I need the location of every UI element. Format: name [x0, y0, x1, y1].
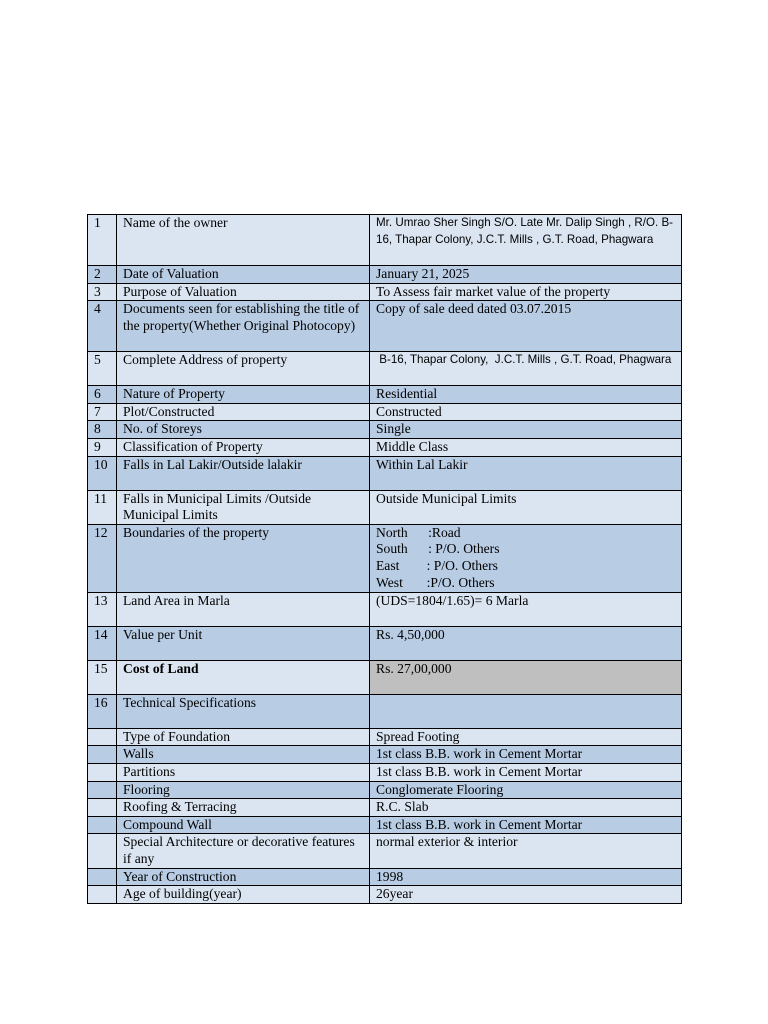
row-label: Falls in Municipal Limits /Outside Municipal Limits	[117, 490, 370, 524]
row-number: 1	[88, 215, 117, 266]
spec-row	[88, 799, 682, 817]
boundary-south: South : P/O. Others	[376, 541, 500, 557]
row-number: 12	[88, 524, 117, 592]
row-label: Falls in Lal Lakir/Outside lalakir	[117, 456, 370, 490]
table-row	[88, 660, 682, 694]
table-row	[88, 421, 682, 439]
spec-row	[88, 886, 682, 904]
row-number: 9	[88, 438, 117, 456]
row-value: B-16, Thapar Colony, J.C.T. Mills , G.T. Road, Phagwara	[370, 352, 682, 386]
row-value: Mr. Umrao Sher Singh S/O. Late Mr. Dalip Singh , R/O. B-16, Thapar Colony, J.C.T. Mills , G.T. Road, Phagwara	[370, 215, 682, 266]
table-row	[88, 403, 682, 421]
row-label: Documents seen for establishing the title of the property(Whether Original Photocopy)	[117, 301, 370, 352]
row-value: January 21, 2025	[370, 266, 682, 284]
row-label: Value per Unit	[117, 626, 370, 660]
row-value: Copy of sale deed dated 03.07.2015	[370, 301, 682, 352]
spec-row	[88, 763, 682, 781]
boundary-east: East : P/O. Others	[376, 557, 498, 573]
spec-row	[88, 834, 682, 868]
table-row	[88, 352, 682, 386]
table-row	[88, 266, 682, 284]
row-value: Rs. 27,00,000	[370, 660, 682, 694]
row-value	[370, 694, 682, 728]
table-row	[88, 694, 682, 728]
valuation-table	[87, 214, 682, 904]
boundary-north: North :Road	[376, 524, 461, 540]
row-label: Nature of Property	[117, 386, 370, 404]
table-row	[88, 592, 682, 626]
row-value: Constructed	[370, 403, 682, 421]
spec-value: Spread Footing	[370, 728, 682, 746]
row-label: No. of Storeys	[117, 421, 370, 439]
table-row	[88, 438, 682, 456]
spec-label: Age of building(year)	[117, 886, 370, 904]
spec-value: 1st class B.B. work in Cement Mortar	[370, 763, 682, 781]
row-number: 16	[88, 694, 117, 728]
row-number: 2	[88, 266, 117, 284]
row-number: 15	[88, 660, 117, 694]
spec-row	[88, 816, 682, 834]
row-number: 13	[88, 592, 117, 626]
spec-row	[88, 728, 682, 746]
row-label: Complete Address of property	[117, 352, 370, 386]
spec-value: R.C. Slab	[370, 799, 682, 817]
table-row	[88, 524, 682, 592]
spec-value: 1st class B.B. work in Cement Mortar	[370, 746, 682, 764]
table-row	[88, 626, 682, 660]
table-row	[88, 283, 682, 301]
row-number: 6	[88, 386, 117, 404]
boundary-west: West :P/O. Others	[376, 574, 495, 590]
table-row	[88, 456, 682, 490]
row-value: Outside Municipal Limits	[370, 490, 682, 524]
spec-row	[88, 746, 682, 764]
row-number: 5	[88, 352, 117, 386]
row-value: To Assess fair market value of the property	[370, 283, 682, 301]
row-value: Within Lal Lakir	[370, 456, 682, 490]
spec-value: 1st class B.B. work in Cement Mortar	[370, 816, 682, 834]
row-label: Name of the owner	[117, 215, 370, 266]
row-number: 11	[88, 490, 117, 524]
row-value: Middle Class	[370, 438, 682, 456]
boundaries-value	[370, 524, 682, 592]
spec-value: Conglomerate Flooring	[370, 781, 682, 799]
spec-value: 26year	[370, 886, 682, 904]
row-number: 8	[88, 421, 117, 439]
spec-label: Special Architecture or decorative features if any	[117, 834, 370, 868]
spec-label: Walls	[117, 746, 370, 764]
row-number: 3	[88, 283, 117, 301]
row-number: 7	[88, 403, 117, 421]
table-row	[88, 490, 682, 524]
row-number: 4	[88, 301, 117, 352]
spec-value: normal exterior & interior	[370, 834, 682, 868]
row-label: Boundaries of the property	[117, 524, 370, 592]
row-value: (UDS=1804/1.65)= 6 Marla	[370, 592, 682, 626]
row-label: Land Area in Marla	[117, 592, 370, 626]
row-value: Rs. 4,50,000	[370, 626, 682, 660]
row-label: Purpose of Valuation	[117, 283, 370, 301]
spec-row	[88, 868, 682, 886]
table-row	[88, 301, 682, 352]
row-value: Single	[370, 421, 682, 439]
row-label: Cost of Land	[117, 660, 370, 694]
spec-value: 1998	[370, 868, 682, 886]
spec-row	[88, 781, 682, 799]
spec-label: Compound Wall	[117, 816, 370, 834]
row-number: 10	[88, 456, 117, 490]
spec-label: Partitions	[117, 763, 370, 781]
table-row	[88, 215, 682, 266]
row-label: Date of Valuation	[117, 266, 370, 284]
spec-label: Flooring	[117, 781, 370, 799]
row-number: 14	[88, 626, 117, 660]
spec-label: Year of Construction	[117, 868, 370, 886]
spec-label: Roofing & Terracing	[117, 799, 370, 817]
row-label: Classification of Property	[117, 438, 370, 456]
table-row	[88, 386, 682, 404]
row-label: Technical Specifications	[117, 694, 370, 728]
row-value: Residential	[370, 386, 682, 404]
row-label: Plot/Constructed	[117, 403, 370, 421]
spec-label: Type of Foundation	[117, 728, 370, 746]
